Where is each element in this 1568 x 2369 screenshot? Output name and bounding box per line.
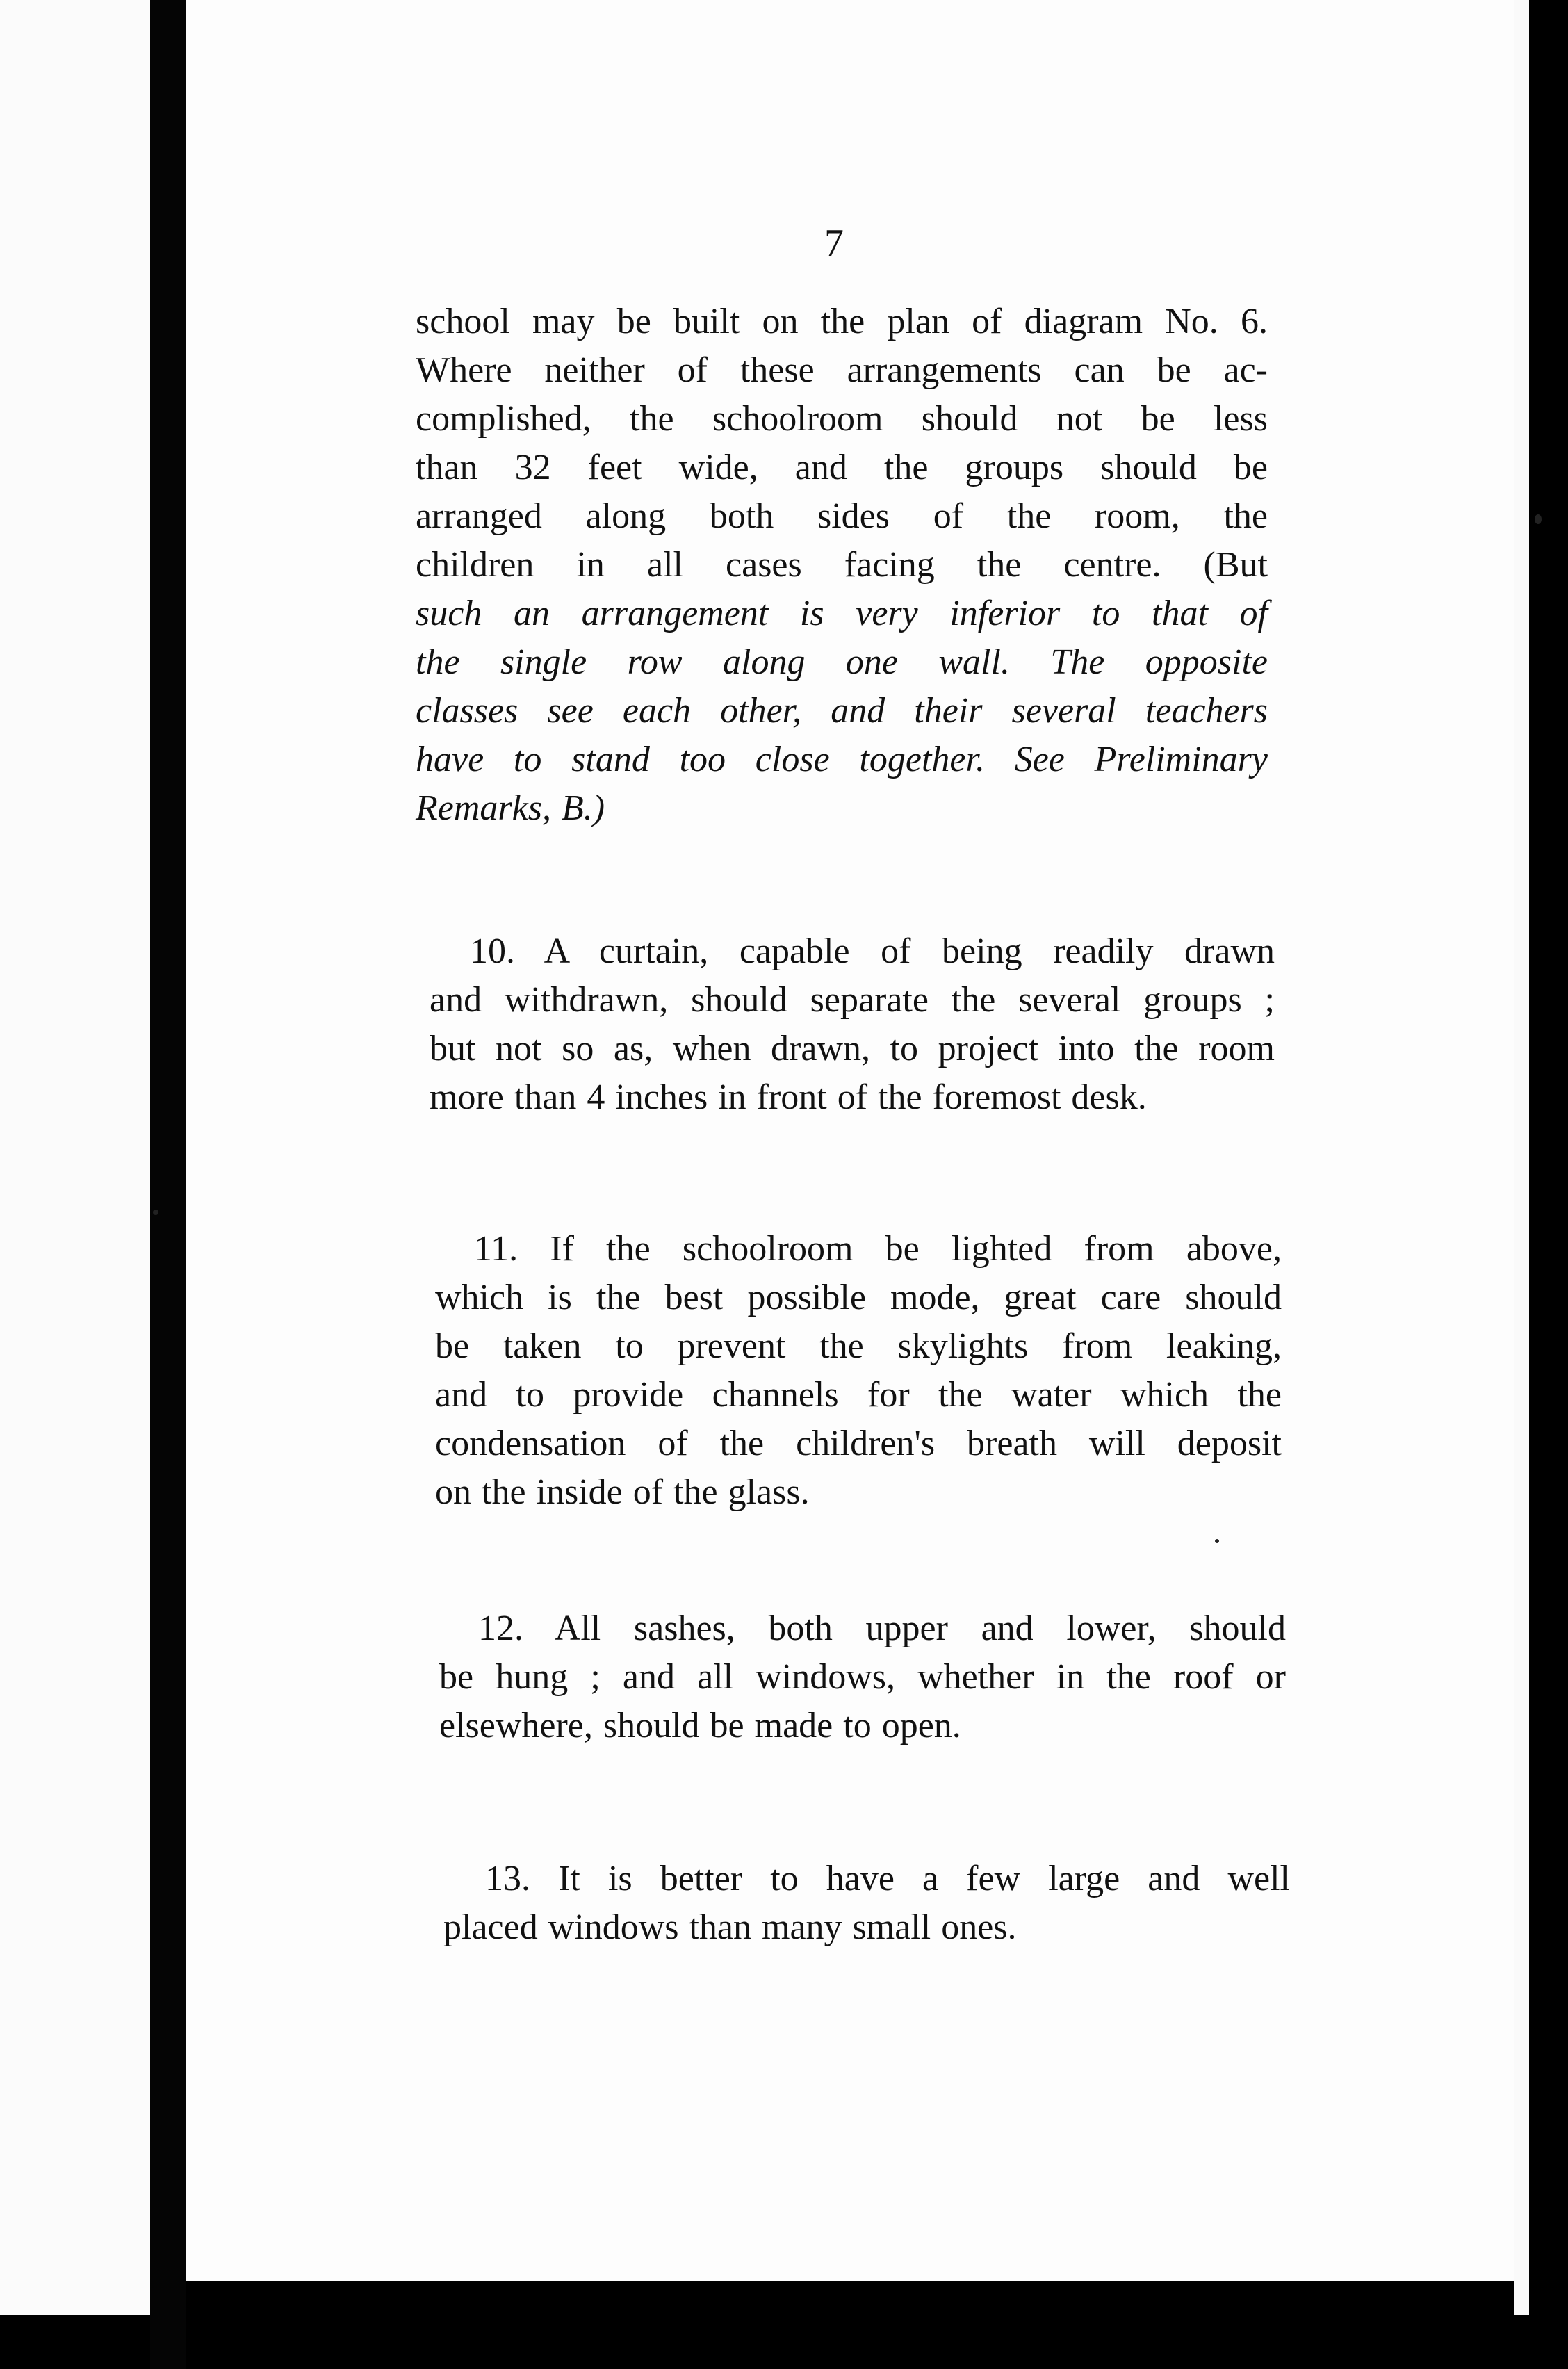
- text-line: Remarks, B.): [416, 788, 605, 828]
- text-line: on the inside of the glass.: [435, 1472, 810, 1512]
- scan-speck: [153, 1210, 158, 1215]
- paragraph-12: [439, 1604, 1286, 1750]
- text-line: arranged along both sides of the room, the: [416, 496, 1268, 536]
- text-line: which is the best possible mode, great care should: [435, 1278, 1282, 1317]
- text-line: school may be built on the plan of diagram No. 6.: [416, 302, 1268, 341]
- text-line: Where neither of these arrangements can be ac-: [416, 350, 1268, 390]
- text-line: placed windows than many small ones.: [443, 1907, 1017, 1947]
- scan-speck: [1215, 1539, 1219, 1543]
- text-line: and withdrawn, should separate the several groups ;: [430, 980, 1275, 1020]
- text-line: classes see each other, and their several teachers: [416, 691, 1268, 731]
- paragraph-11: [435, 1225, 1282, 1517]
- scan-speck: [1535, 514, 1542, 524]
- text-line: 11. If the schoolroom be lighted from above,: [474, 1229, 1282, 1269]
- paragraph-10: [430, 927, 1275, 1122]
- text-line: such an arrangement is very inferior to that of: [416, 594, 1268, 633]
- page-right-margin-strip: [1514, 0, 1529, 2315]
- text-line: the single row along one wall. The opposite: [416, 642, 1268, 682]
- text-line: and to provide channels for the water which the: [435, 1375, 1282, 1415]
- text-line: be hung ; and all windows, whether in the roof or: [439, 1657, 1286, 1697]
- text-line: 10. A curtain, capable of being readily drawn: [470, 931, 1275, 971]
- page-number: 7: [824, 222, 844, 265]
- text-line: more than 4 inches in front of the foremost desk.: [430, 1077, 1147, 1117]
- book-gutter: [150, 0, 186, 2369]
- text-line: elsewhere, should be made to open.: [439, 1706, 961, 1745]
- text-line: 13. It is better to have a few large and well: [485, 1859, 1290, 1898]
- text-line: children in all cases facing the centre. (But: [416, 545, 1268, 585]
- text-line: condensation of the children's breath will deposit: [435, 1424, 1282, 1463]
- text-line: have to stand too close together. See Preliminary: [416, 740, 1268, 779]
- text-line: complished, the schoolroom should not be less: [416, 399, 1268, 439]
- text-line: than 32 feet wide, and the groups should be: [416, 448, 1268, 487]
- continued-paragraph: [416, 298, 1268, 833]
- text-line: 12. All sashes, both upper and lower, should: [478, 1609, 1286, 1648]
- facing-page-edge: [0, 0, 150, 2315]
- paragraph-13: [443, 1855, 1290, 1952]
- text-line: be taken to prevent the skylights from leaking,: [435, 1326, 1282, 1366]
- text-line: but not so as, when drawn, to project into the room: [430, 1029, 1275, 1068]
